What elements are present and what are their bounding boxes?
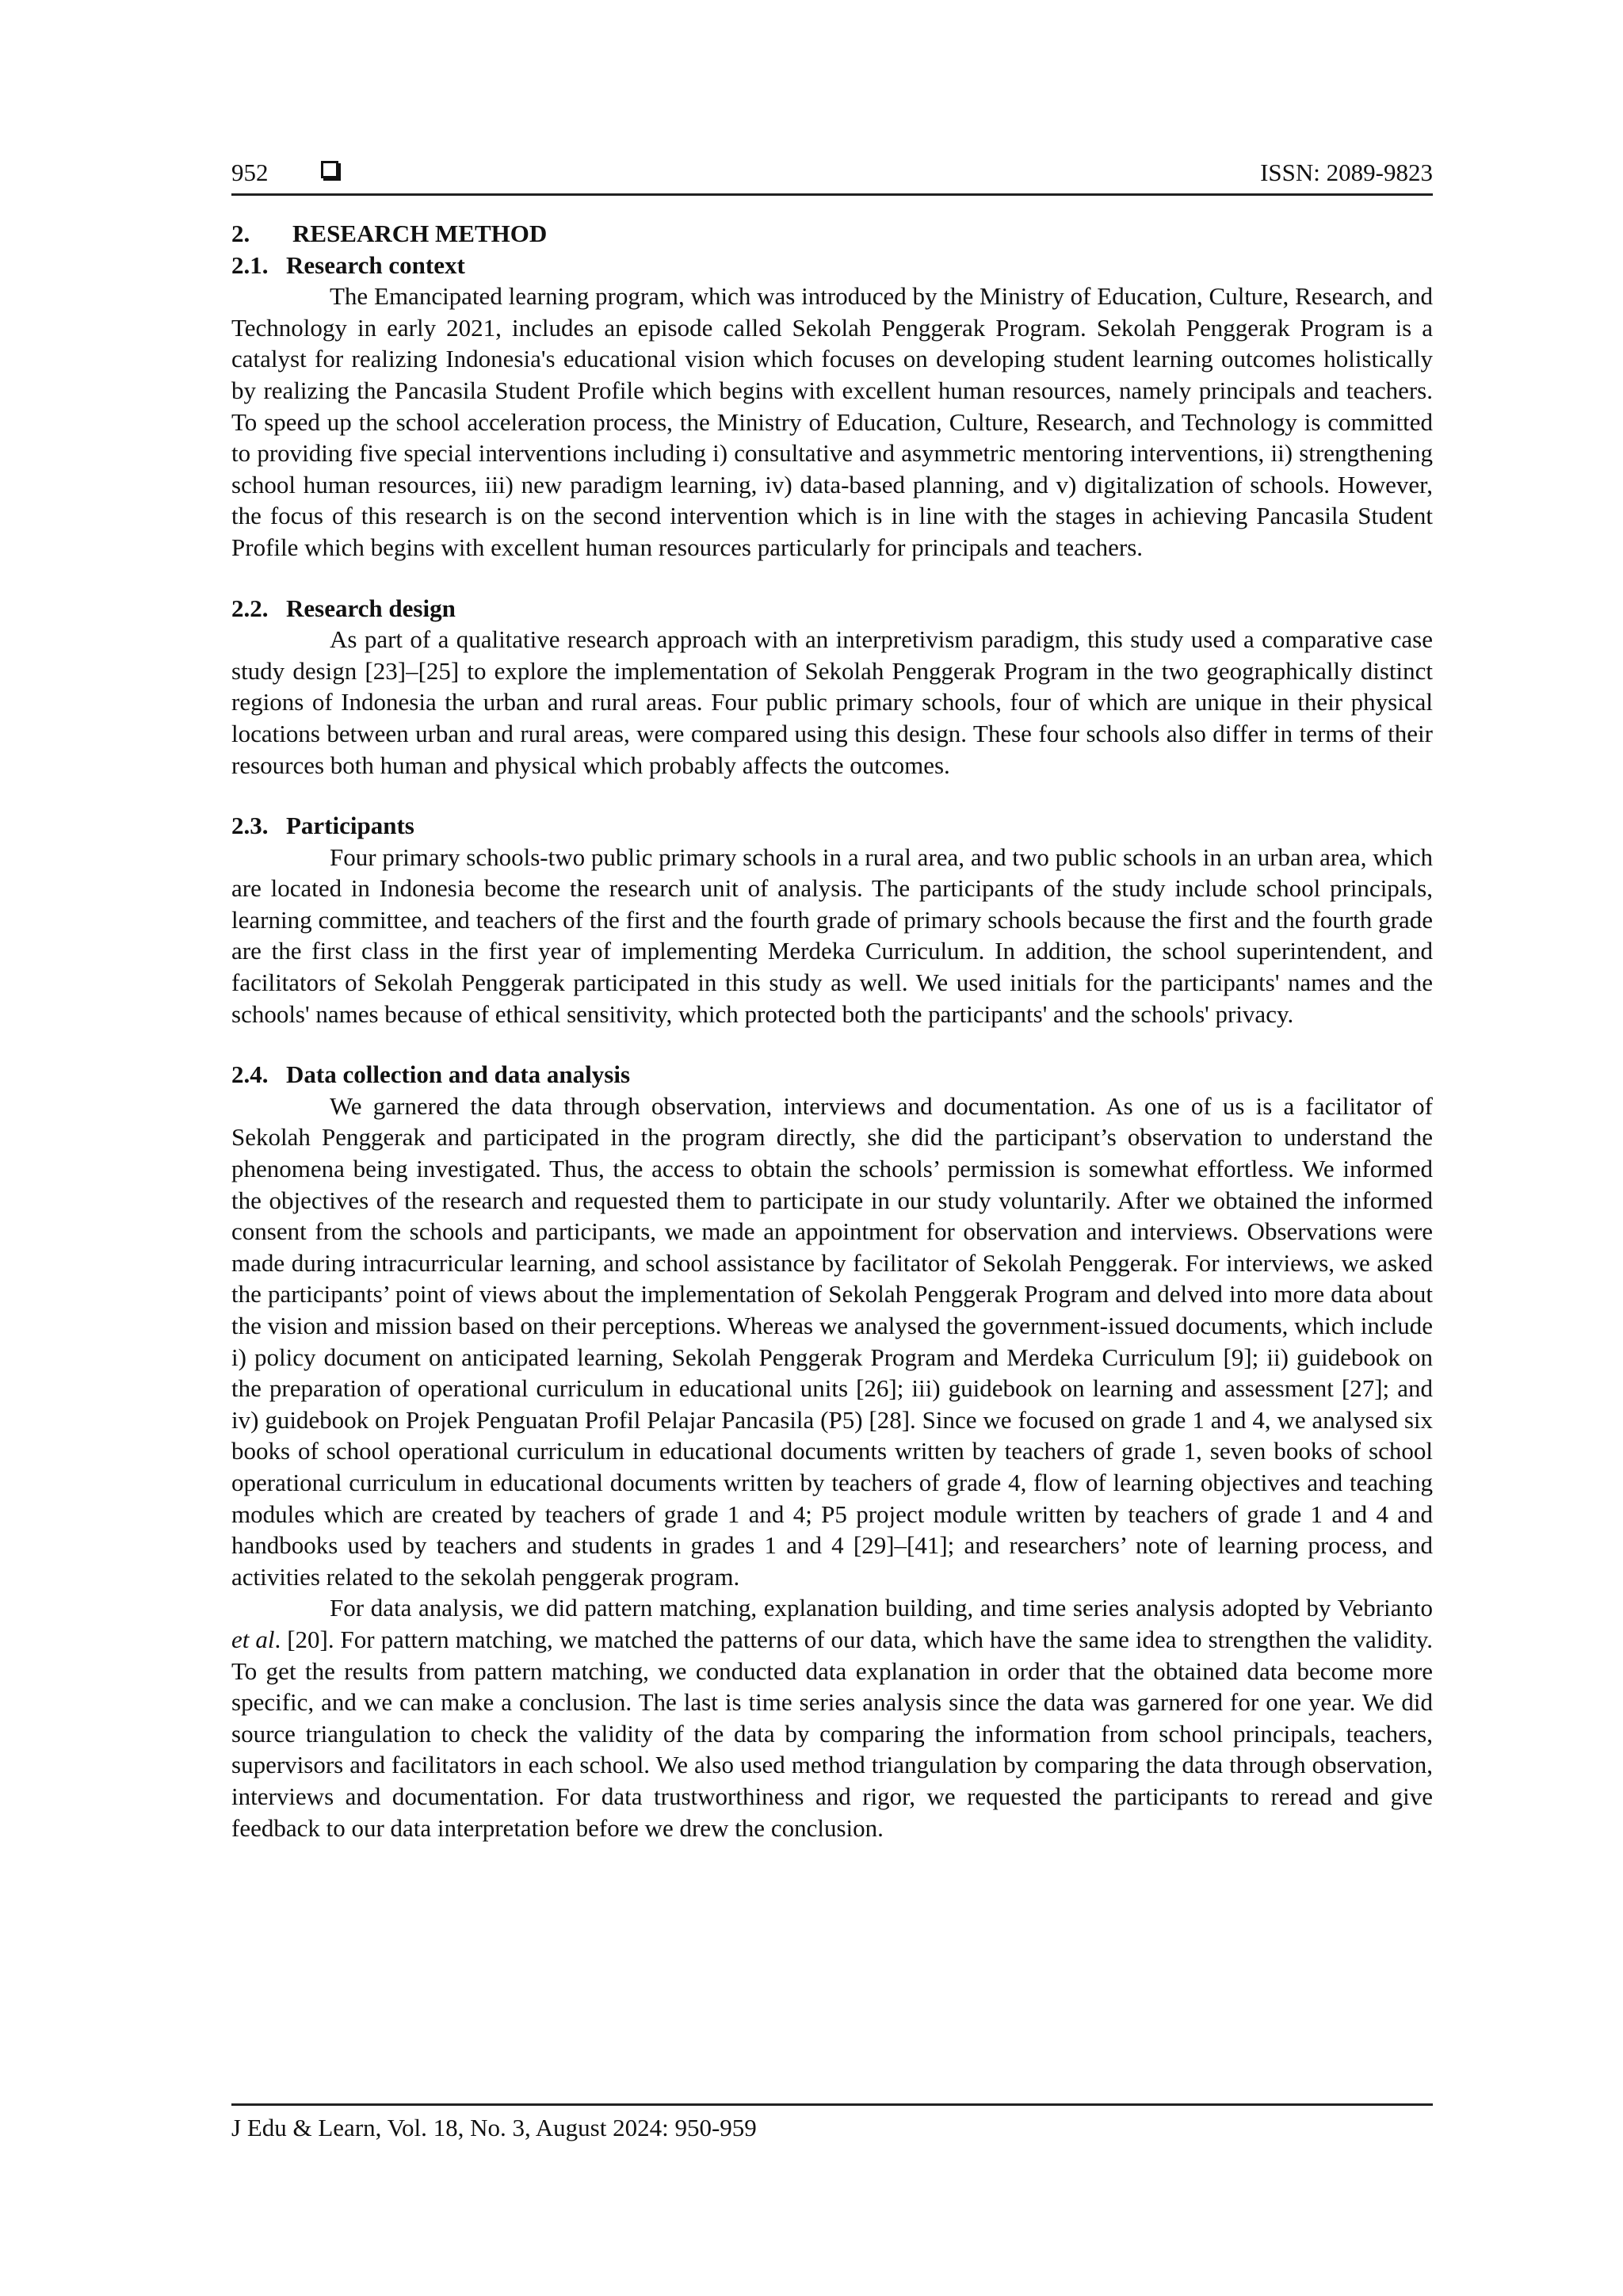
subsection-number: 2.4. (231, 1060, 269, 1089)
subsection-title: Research design (286, 594, 456, 622)
subsection-number: 2.3. (231, 812, 269, 840)
subsection-heading (231, 1059, 1433, 1091)
article-body (231, 218, 1433, 1843)
section-heading (231, 218, 1433, 250)
subsection-title: Data collection and data analysis (286, 1060, 631, 1089)
page-header (231, 155, 1433, 196)
subsection-number: 2.1. (231, 250, 269, 279)
subsection-heading (231, 810, 1433, 842)
page-footer (231, 2103, 1433, 2142)
subsection-title: Participants (286, 812, 414, 840)
analysis-text-start: For data analysis, we did pattern matching, explanation building, and time series analysis adopted by Vebrianto (330, 1594, 1433, 1622)
analysis-text-rest: . [20]. For pattern matching, we matched the patterns of our data, which have the same idea to strengthen the validity. To get the results from pattern matching, we conducted data explanation in order that the obtained data become more specific, and we can make a conclusion. The last is time series analysis since the data was garnered for one year. We did source triangulation to check the validity of the data by comparing the information from school principals, teachers, supervisors and facilitators in each school. We also used method triangulation by comparing the data through observation, interviews and documentation. For data trustworthiness and rigor, we requested the participants to reread and give feedback to our data interpretation before we drew the conclusion. (231, 1625, 1433, 1842)
et-al: et al (231, 1625, 275, 1653)
journal-citation: J Edu & Learn, Vol. 18, No. 3, August 2024: 950-959 (231, 2114, 757, 2141)
square-bullet-icon (321, 161, 338, 178)
paragraph: We garnered the data through observation, interviews and documentation. As one of us is a facilitator of Sekolah Penggerak and participated in the program directly, she did the participant’s observation to understand the phenomena being investigated. Thus, the access to obtain the schools’ permission is somewhat effortless. We informed the objectives of the research and requested them to participate in our study voluntarily. After we obtained the informed consent from the schools and participants, we made an appointment for observation and interviews. Observations were made during intracurricular learning, and school assistance by facilitator of Sekolah Penggerak. For interviews, we asked the participants’ point of views about the implementation of Sekolah Penggerak Program and delved into more data about the vision and mission based on their perceptions. Whereas we analysed the government-issued documents, which include i) policy document on anticipated learning, Sekolah Penggerak Program and Merdeka Curriculum [9]; ii) guidebook on the preparation of operational curriculum in educational units [26]; iii) guidebook on learning and assessment [27]; and iv) guidebook on Projek Penguatan Profil Pelajar Pancasila (P5) [28]. Since we focused on grade 1 and 4, we analysed six books of school operational curriculum in educational documents written by teachers of grade 1, seven books of school operational curriculum in educational documents written by teachers of grade 4, flow of learning objectives and teaching modules which are created by teachers of grade 1 and 4; P5 project module written by teachers of grade 1 and 4 and handbooks used by teachers and students in grades 1 and 4 [29]–[41]; and researchers’ note of learning process, and activities related to the sekolah penggerak program. (231, 1091, 1433, 1591)
paragraph: The Emancipated learning program, which was introduced by the Ministry of Education, Culture, Research, and Technology in early 2021, includes an episode called Sekolah Penggerak Program. Sekolah Penggerak Program is a catalyst for realizing Indonesia's educational vision which focuses on developing student learning outcomes holistically by realizing the Pancasila Student Profile which begins with excellent human resources, namely principals and teachers. To speed up the school acceleration process, the Ministry of Education, Culture, Research, and Technology is committed to providing five special interventions including i) consultative and asymmetric mentoring interventions, ii) strengthening school human resources, iii) new paradigm learning, iv) data-based planning, and v) digitalization of schools. However, the focus of this research is on the second intervention which is in line with the stages in achieving Pancasila Student Profile which begins with excellent human resources particularly for principals and teachers. (231, 282, 1433, 561)
paragraph-data-analysis (231, 1592, 1433, 1843)
paragraph: As part of a qualitative research approach with an interpretivism paradigm, this study used a comparative case study design [23]–[25] to explore the implementation of Sekolah Penggerak Program in the two geographically distinct regions of Indonesia the urban and rural areas. Four public primary schools, four of which are unique in their physical locations between urban and rural areas, were compared using this design. These four schools also differ in terms of their resources both human and physical which probably affects the outcomes. (231, 625, 1433, 779)
paragraph: Four primary schools-two public primary schools in a rural area, and two public schools in an urban area, which are located in Indonesia become the research unit of analysis. The participants of the study include school principals, learning committee, and teachers of the first and the fourth grade of primary schools because the first and the fourth grade are the first class in the first year of implementing Merdeka Curriculum. In addition, the school superintendent, and facilitators of Sekolah Penggerak participated in this study as well. We used initials for the participants' names and the schools' names because of ethical sensitivity, which protected both the participants' and the schools' privacy. (231, 842, 1433, 1028)
subsection-number: 2.2. (231, 594, 269, 622)
subsection-title: Research context (286, 250, 465, 279)
section-title: RESEARCH METHOD (292, 220, 548, 247)
section-number: 2. (231, 220, 250, 247)
page-number: 952 (231, 159, 269, 186)
subsection-heading (231, 593, 1433, 625)
issn: ISSN: 2089-9823 (1260, 159, 1433, 186)
subsection-heading (231, 250, 1433, 281)
